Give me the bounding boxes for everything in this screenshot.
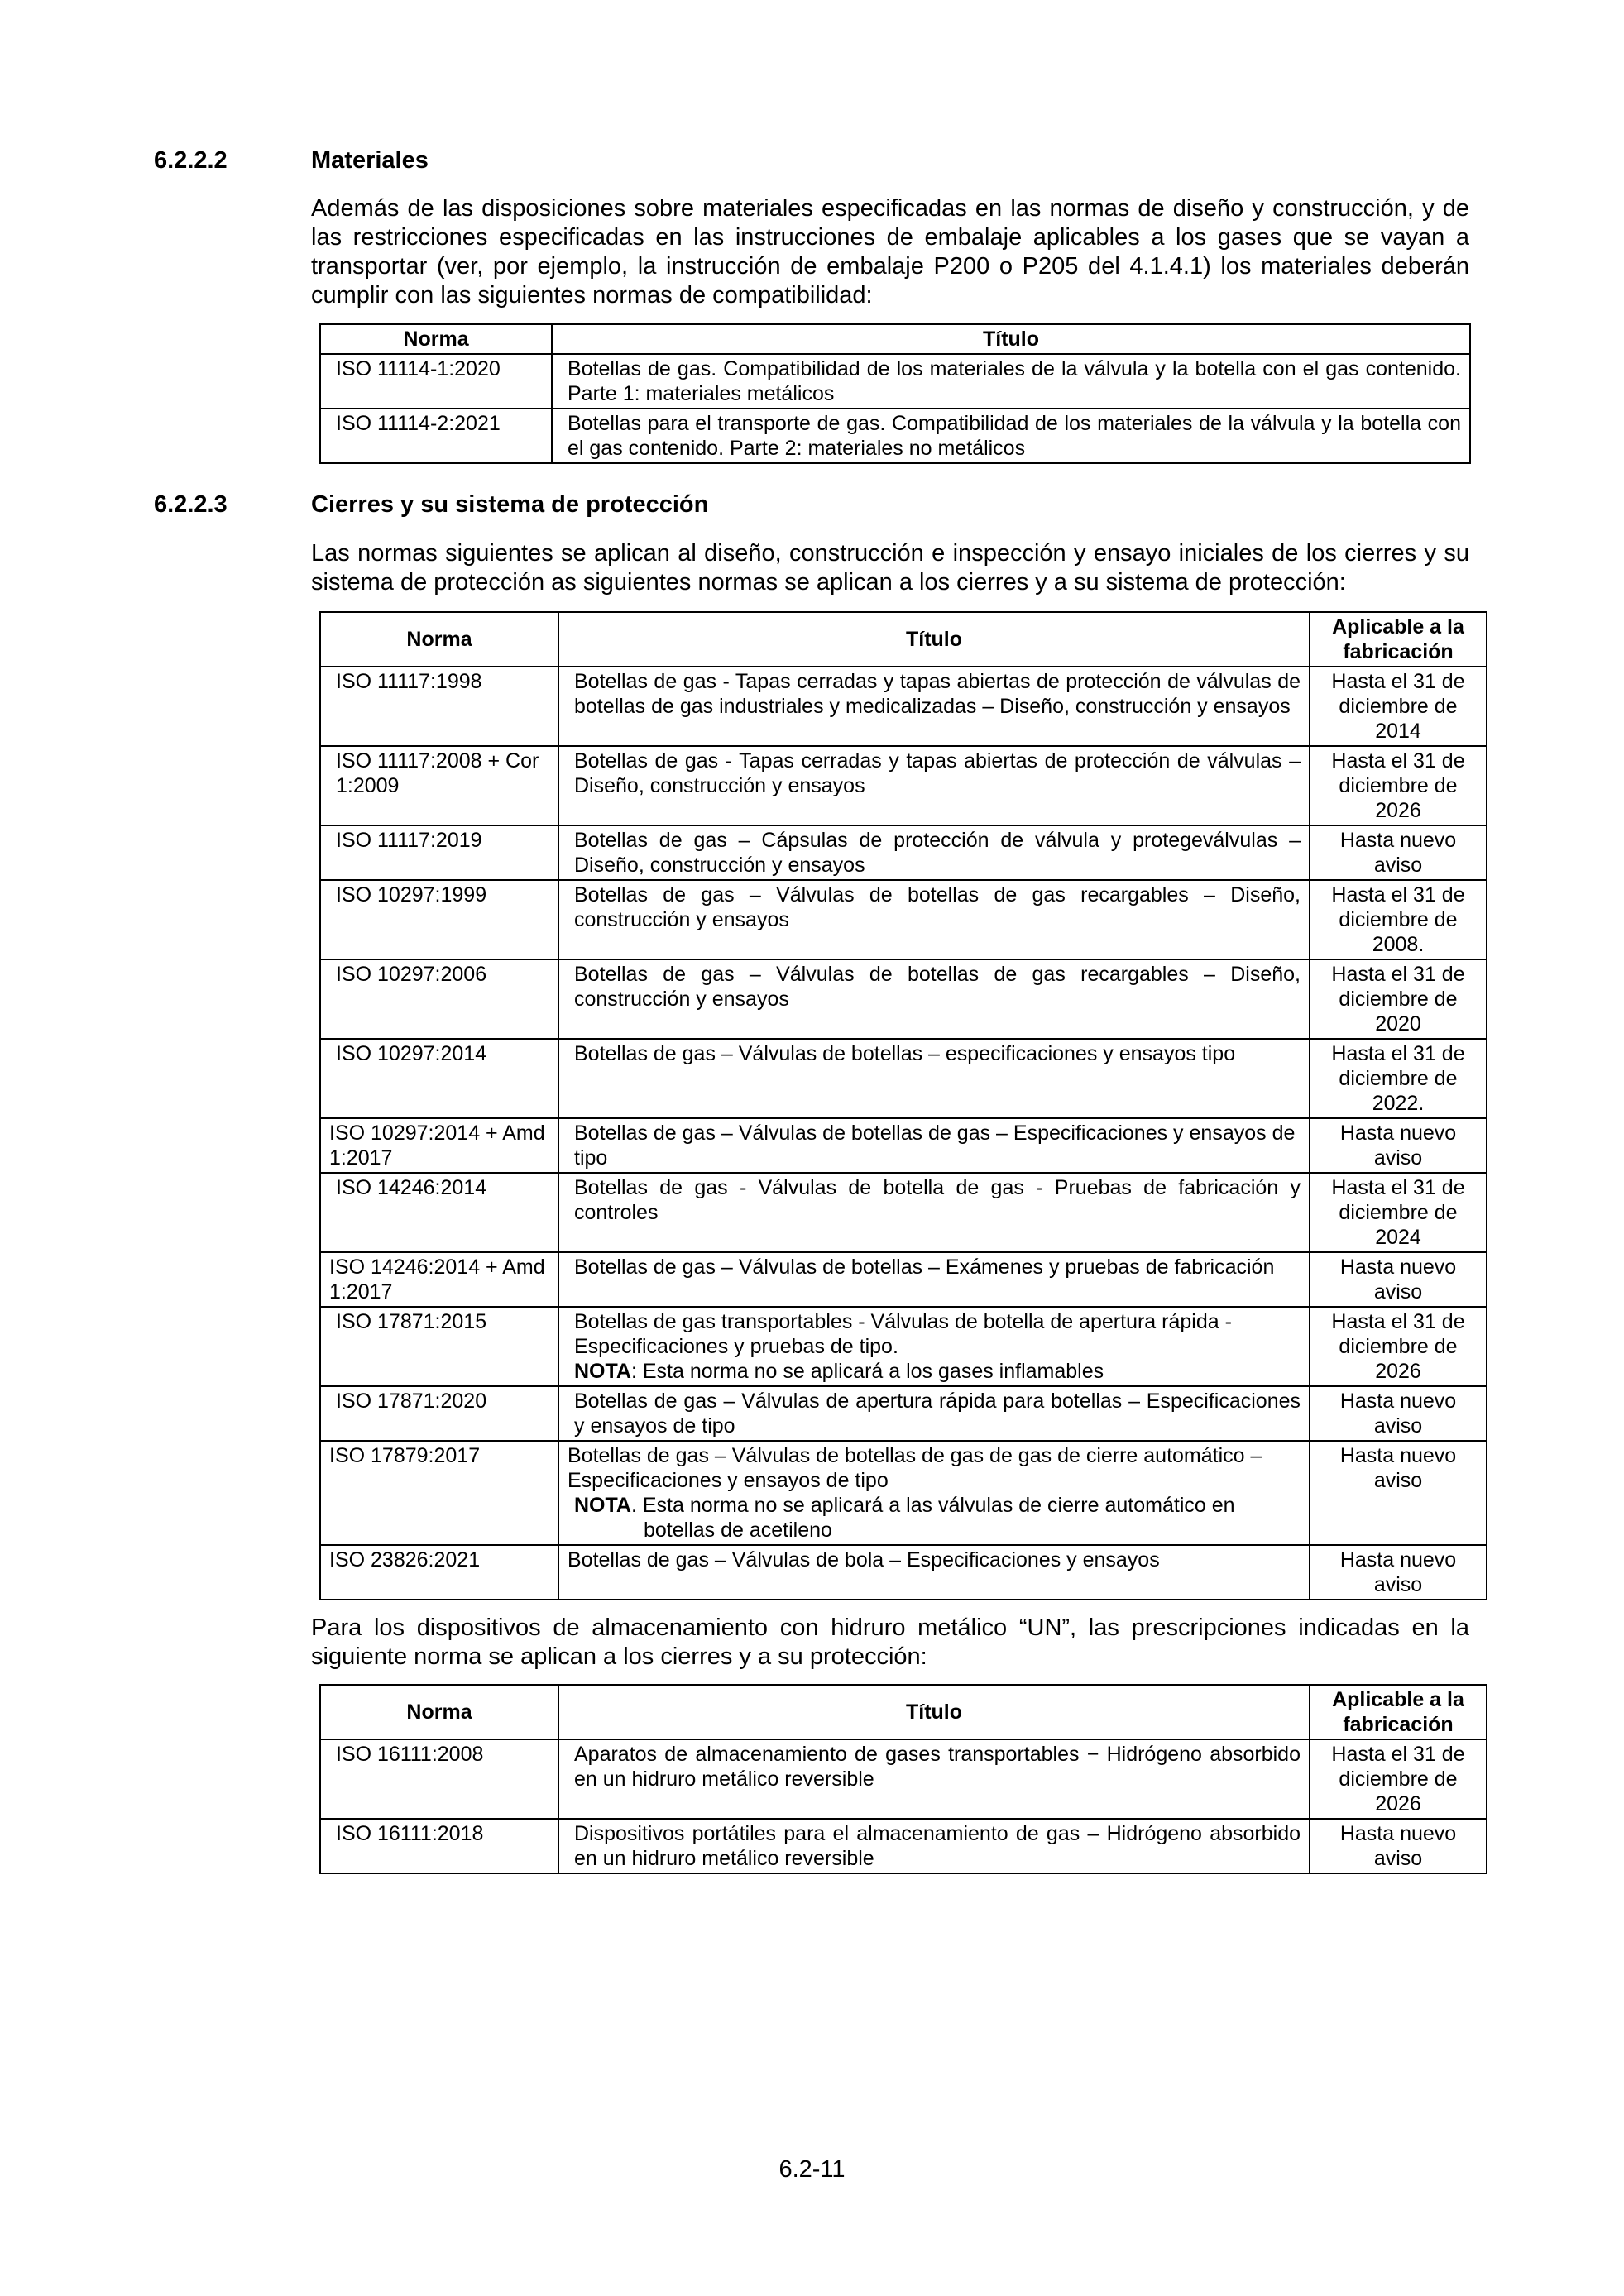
titulo-cell: Botellas de gas – Válvulas de botellas de gas – Especificaciones y ensayos de tipo bbox=[558, 1118, 1310, 1173]
aplicable-cell: Hasta nuevo aviso bbox=[1310, 1118, 1487, 1173]
aplicable-cell: Hasta nuevo aviso bbox=[1310, 1441, 1487, 1545]
norma-cell: ISO 11114-2:2021 bbox=[320, 409, 552, 463]
titulo-text: Botellas de gas transportables - Válvulas de botella de apertura rápida - Especificaciones y pruebas de tipo. bbox=[574, 1310, 1232, 1358]
cierres-table bbox=[319, 611, 1487, 1600]
norma-cell: ISO 17879:2017 bbox=[320, 1441, 558, 1545]
section-number: 6.2.2.3 bbox=[154, 491, 228, 518]
norma-cell: ISO 17871:2020 bbox=[320, 1386, 558, 1441]
titulo-cell bbox=[558, 1307, 1310, 1386]
norma-cell: ISO 11117:2019 bbox=[320, 825, 558, 880]
titulo-cell: Botellas de gas. Compatibilidad de los materiales de la válvula y la botella con el gas contenido. Parte 1: materiales metálicos bbox=[552, 354, 1470, 409]
norma-cell: ISO 14246:2014 + Amd 1:2017 bbox=[320, 1252, 558, 1307]
table-header-row bbox=[320, 324, 1470, 354]
hidruro-table bbox=[319, 1684, 1487, 1874]
table-row bbox=[320, 1739, 1487, 1819]
header-aplicable: Aplicable a la fabricación bbox=[1310, 612, 1487, 667]
header-titulo: Título bbox=[558, 1685, 1310, 1739]
norma-cell: ISO 11114-1:2020 bbox=[320, 354, 552, 409]
table-row bbox=[320, 667, 1487, 746]
aplicable-cell: Hasta el 31 de diciembre de 2026 bbox=[1310, 746, 1487, 825]
table-row bbox=[320, 1819, 1487, 1873]
norma-cell: ISO 10297:2014 bbox=[320, 1039, 558, 1118]
titulo-cell: Botellas de gas – Válvulas de botellas de gas recargables – Diseño, construcción y ensayos bbox=[558, 880, 1310, 959]
aplicable-cell: Hasta el 31 de diciembre de 2026 bbox=[1310, 1307, 1487, 1386]
table-row bbox=[320, 354, 1470, 409]
header-aplicable: Aplicable a la fabricación bbox=[1310, 1685, 1487, 1739]
aplicable-cell: Hasta nuevo aviso bbox=[1310, 1252, 1487, 1307]
header-titulo: Título bbox=[552, 324, 1470, 354]
titulo-cell: Botellas de gas – Cápsulas de protección de válvula y protegeválvulas – Diseño, construcción y ensayos bbox=[558, 825, 1310, 880]
section-title: Cierres y su sistema de protección bbox=[311, 491, 709, 518]
titulo-cell: Botellas de gas – Válvulas de botellas – especificaciones y ensayos tipo bbox=[558, 1039, 1310, 1118]
section-number: 6.2.2.2 bbox=[154, 147, 228, 174]
table-row bbox=[320, 825, 1487, 880]
materiales-paragraph: Además de las disposiciones sobre materiales especificadas en las normas de diseño y construcción, y de las restricciones especificadas en las instrucciones de embalaje aplicables a los gases que se vayan a transportar (ver, por ejemplo, la instrucción de embalaje P200 o P205 del 4.1.4.1) los materiales deberán cumplir con las siguientes normas de compatibilidad: bbox=[311, 195, 1469, 309]
table-row bbox=[320, 959, 1487, 1039]
norma-cell: ISO 10297:2006 bbox=[320, 959, 558, 1039]
table-row bbox=[320, 1441, 1487, 1545]
table-row bbox=[320, 1307, 1487, 1386]
norma-cell: ISO 16111:2018 bbox=[320, 1819, 558, 1873]
titulo-cell: Botellas de gas – Válvulas de bola – Especificaciones y ensayos bbox=[558, 1545, 1310, 1600]
aplicable-cell: Hasta el 31 de diciembre de 2024 bbox=[1310, 1173, 1487, 1252]
header-norma: Norma bbox=[320, 1685, 558, 1739]
header-titulo: Título bbox=[558, 612, 1310, 667]
cierres-paragraph: Las normas siguientes se aplican al diseño, construcción e inspección y ensayo iniciales de los cierres y su sistema de protección as siguientes normas se aplican a los cierres y a su sistema de protección: bbox=[311, 540, 1469, 596]
section-title: Materiales bbox=[311, 147, 429, 174]
titulo-cell bbox=[558, 1441, 1310, 1545]
titulo-cell: Botellas de gas – Válvulas de botellas de gas recargables – Diseño, construcción y ensayos bbox=[558, 959, 1310, 1039]
header-norma: Norma bbox=[320, 324, 552, 354]
note-text: : Esta norma no se aplicará a los gases inflamables bbox=[630, 1360, 1104, 1383]
norma-cell: ISO 11117:1998 bbox=[320, 667, 558, 746]
aplicable-cell: Hasta el 31 de diciembre de 2022. bbox=[1310, 1039, 1487, 1118]
norma-cell: ISO 11117:2008 + Cor 1:2009 bbox=[320, 746, 558, 825]
section-heading-materiales bbox=[154, 147, 429, 175]
titulo-cell: Botellas de gas - Tapas cerradas y tapas abiertas de protección de válvulas – Diseño, construcción y ensayos bbox=[558, 746, 1310, 825]
titulo-cell: Aparatos de almacenamiento de gases transportables − Hidrógeno absorbido en un hidruro metálico reversible bbox=[558, 1739, 1310, 1819]
aplicable-cell: Hasta el 31 de diciembre de 2008. bbox=[1310, 880, 1487, 959]
note-label: NOTA bbox=[574, 1494, 631, 1517]
section-heading-cierres bbox=[154, 491, 708, 519]
aplicable-cell: Hasta el 31 de diciembre de 2014 bbox=[1310, 667, 1487, 746]
page-number: 6.2-11 bbox=[778, 2156, 846, 2183]
aplicable-cell: Hasta nuevo aviso bbox=[1310, 825, 1487, 880]
table-row bbox=[320, 880, 1487, 959]
aplicable-cell: Hasta nuevo aviso bbox=[1310, 1386, 1487, 1441]
titulo-cell: Dispositivos portátiles para el almacenamiento de gas – Hidrógeno absorbido en un hidruro metálico reversible bbox=[558, 1819, 1310, 1873]
note-continuation: botellas de acetileno bbox=[644, 1519, 832, 1542]
table-row bbox=[320, 1039, 1487, 1118]
table-row bbox=[320, 1173, 1487, 1252]
norma-cell: ISO 23826:2021 bbox=[320, 1545, 558, 1600]
titulo-cell: Botellas para el transporte de gas. Compatibilidad de los materiales de la válvula y la botella con el gas contenido. Parte 2: materiales no metálicos bbox=[552, 409, 1470, 463]
header-norma: Norma bbox=[320, 612, 558, 667]
norma-cell: ISO 17871:2015 bbox=[320, 1307, 558, 1386]
materiales-table bbox=[319, 323, 1471, 464]
note-text: . Esta norma no se aplicará a las válvulas de cierre automático en bbox=[630, 1494, 1235, 1517]
norma-cell: ISO 16111:2008 bbox=[320, 1739, 558, 1819]
table-row bbox=[320, 1545, 1487, 1600]
norma-cell: ISO 10297:2014 + Amd 1:2017 bbox=[320, 1118, 558, 1173]
table-header-row bbox=[320, 612, 1487, 667]
table-row bbox=[320, 1386, 1487, 1441]
table-row bbox=[320, 1118, 1487, 1173]
titulo-cell: Botellas de gas – Válvulas de botellas – Exámenes y pruebas de fabricación bbox=[558, 1252, 1310, 1307]
norma-cell: ISO 10297:1999 bbox=[320, 880, 558, 959]
titulo-cell: Botellas de gas - Tapas cerradas y tapas abiertas de protección de válvulas de botellas de gas industriales y medicalizadas – Diseño, construcción y ensayos bbox=[558, 667, 1310, 746]
table-row bbox=[320, 1252, 1487, 1307]
aplicable-cell: Hasta nuevo aviso bbox=[1310, 1545, 1487, 1600]
aplicable-cell: Hasta nuevo aviso bbox=[1310, 1819, 1487, 1873]
titulo-text: Botellas de gas – Válvulas de botellas de gas de gas de cierre automático – Especificaciones y ensayos de tipo bbox=[568, 1444, 1262, 1492]
titulo-cell: Botellas de gas – Válvulas de apertura rápida para botellas – Especificaciones y ensayos de tipo bbox=[558, 1386, 1310, 1441]
table-row bbox=[320, 409, 1470, 463]
table-header-row bbox=[320, 1685, 1487, 1739]
titulo-cell: Botellas de gas - Válvulas de botella de gas - Pruebas de fabricación y controles bbox=[558, 1173, 1310, 1252]
aplicable-cell: Hasta el 31 de diciembre de 2026 bbox=[1310, 1739, 1487, 1819]
hidruro-paragraph: Para los dispositivos de almacenamiento con hidruro metálico “UN”, las prescripciones indicadas en la siguiente norma se aplican a los cierres y a su protección: bbox=[311, 1614, 1469, 1670]
table-row bbox=[320, 746, 1487, 825]
norma-cell: ISO 14246:2014 bbox=[320, 1173, 558, 1252]
aplicable-cell: Hasta el 31 de diciembre de 2020 bbox=[1310, 959, 1487, 1039]
note-label: NOTA bbox=[574, 1360, 631, 1383]
